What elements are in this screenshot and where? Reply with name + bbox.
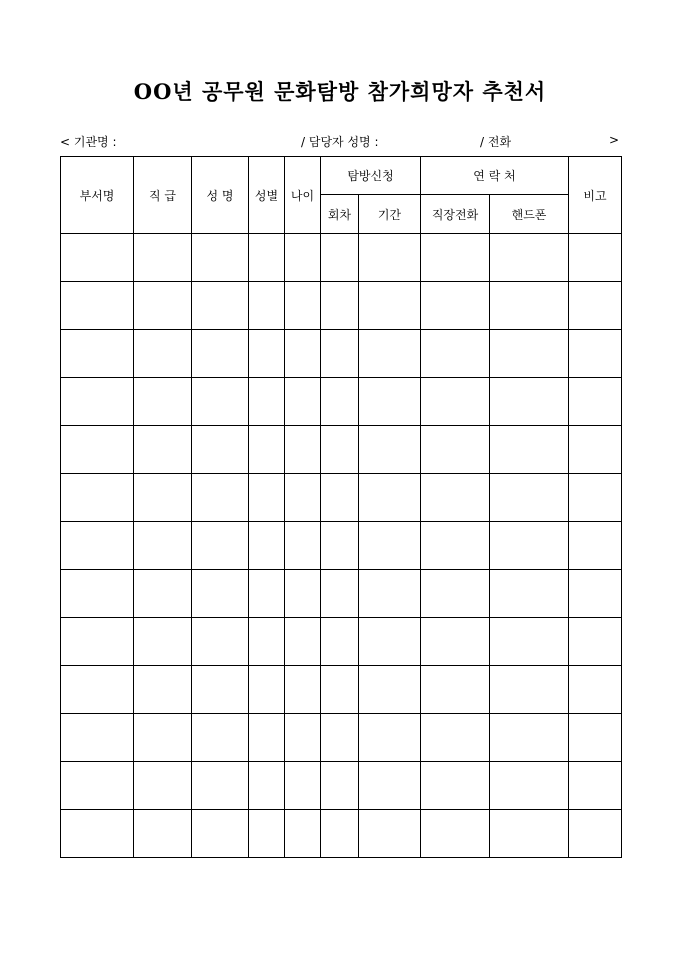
cell-age[interactable] xyxy=(285,666,321,714)
cell-gender[interactable] xyxy=(249,522,285,570)
cell-period[interactable] xyxy=(359,474,421,522)
cell-position[interactable] xyxy=(134,570,192,618)
cell-remarks[interactable] xyxy=(569,570,622,618)
cell-name[interactable] xyxy=(192,810,249,858)
recommendation-table xyxy=(60,156,622,858)
cell-gender[interactable] xyxy=(249,666,285,714)
cell-remarks[interactable] xyxy=(569,282,622,330)
cell-office-phone[interactable] xyxy=(421,330,490,378)
cell-age[interactable] xyxy=(285,426,321,474)
cell-name[interactable] xyxy=(192,234,249,282)
cell-remarks[interactable] xyxy=(569,666,622,714)
cell-session[interactable] xyxy=(321,474,359,522)
cell-department[interactable] xyxy=(61,234,134,282)
cell-office-phone[interactable] xyxy=(421,282,490,330)
cell-department[interactable] xyxy=(61,330,134,378)
cell-mobile[interactable] xyxy=(490,570,569,618)
cell-period[interactable] xyxy=(359,810,421,858)
cell-name[interactable] xyxy=(192,378,249,426)
cell-period[interactable] xyxy=(359,522,421,570)
cell-remarks[interactable] xyxy=(569,762,622,810)
header-gender: 성별 xyxy=(249,157,285,234)
cell-mobile[interactable] xyxy=(490,810,569,858)
cell-session[interactable] xyxy=(321,618,359,666)
cell-session[interactable] xyxy=(321,282,359,330)
cell-period[interactable] xyxy=(359,666,421,714)
cell-position[interactable] xyxy=(134,330,192,378)
cell-office-phone[interactable] xyxy=(421,714,490,762)
cell-session[interactable] xyxy=(321,762,359,810)
cell-gender[interactable] xyxy=(249,570,285,618)
cell-position[interactable] xyxy=(134,618,192,666)
cell-name[interactable] xyxy=(192,426,249,474)
cell-gender[interactable] xyxy=(249,426,285,474)
document-title: OO년 공무원 문화탐방 참가희망자 추천서 xyxy=(133,79,547,104)
cell-position[interactable] xyxy=(134,714,192,762)
table-row xyxy=(61,810,622,858)
cell-age[interactable] xyxy=(285,714,321,762)
cell-position[interactable] xyxy=(134,426,192,474)
cell-age[interactable] xyxy=(285,234,321,282)
cell-department[interactable] xyxy=(61,282,134,330)
cell-gender[interactable] xyxy=(249,762,285,810)
table-row xyxy=(61,522,622,570)
cell-mobile[interactable] xyxy=(490,426,569,474)
header-position: 직 급 xyxy=(134,157,192,234)
cell-gender[interactable] xyxy=(249,810,285,858)
cell-remarks[interactable] xyxy=(569,522,622,570)
cell-mobile[interactable] xyxy=(490,618,569,666)
cell-age[interactable] xyxy=(285,330,321,378)
header-mobile: 핸드폰 xyxy=(490,195,569,234)
cell-office-phone[interactable] xyxy=(421,474,490,522)
cell-age[interactable] xyxy=(285,474,321,522)
cell-department[interactable] xyxy=(61,714,134,762)
cell-remarks[interactable] xyxy=(569,378,622,426)
table-row xyxy=(61,234,622,282)
cell-department[interactable] xyxy=(61,618,134,666)
cell-position[interactable] xyxy=(134,666,192,714)
cell-department[interactable] xyxy=(61,522,134,570)
cell-remarks[interactable] xyxy=(569,474,622,522)
cell-gender[interactable] xyxy=(249,714,285,762)
cell-gender[interactable] xyxy=(249,378,285,426)
header-tour-application: 탐방신청 xyxy=(321,157,421,195)
cell-name[interactable] xyxy=(192,666,249,714)
table-row xyxy=(61,426,622,474)
header-name: 성 명 xyxy=(192,157,249,234)
cell-mobile[interactable] xyxy=(490,762,569,810)
cell-mobile[interactable] xyxy=(490,330,569,378)
cell-age[interactable] xyxy=(285,810,321,858)
cell-remarks[interactable] xyxy=(569,714,622,762)
cell-period[interactable] xyxy=(359,714,421,762)
header-remarks: 비고 xyxy=(569,157,622,234)
cell-period[interactable] xyxy=(359,234,421,282)
header-age: 나이 xyxy=(285,157,321,234)
cell-mobile[interactable] xyxy=(490,522,569,570)
cell-period[interactable] xyxy=(359,426,421,474)
cell-department[interactable] xyxy=(61,378,134,426)
table-row xyxy=(61,378,622,426)
header-session: 회차 xyxy=(321,195,359,234)
table-row xyxy=(61,762,622,810)
cell-period[interactable] xyxy=(359,618,421,666)
cell-session[interactable] xyxy=(321,330,359,378)
cell-name[interactable] xyxy=(192,330,249,378)
cell-position[interactable] xyxy=(134,378,192,426)
cell-remarks[interactable] xyxy=(569,618,622,666)
cell-remarks[interactable] xyxy=(569,234,622,282)
cell-office-phone[interactable] xyxy=(421,378,490,426)
cell-age[interactable] xyxy=(285,570,321,618)
manager-name-label: / 담당자 성명 : xyxy=(301,135,379,149)
cell-position[interactable] xyxy=(134,762,192,810)
phone-label: / 전화 xyxy=(480,135,512,149)
cell-office-phone[interactable] xyxy=(421,426,490,474)
cell-age[interactable] xyxy=(285,618,321,666)
cell-period[interactable] xyxy=(359,378,421,426)
cell-mobile[interactable] xyxy=(490,234,569,282)
table-row xyxy=(61,666,622,714)
closing-bracket: > xyxy=(609,133,620,147)
cell-name[interactable] xyxy=(192,618,249,666)
cell-remarks[interactable] xyxy=(569,330,622,378)
cell-session[interactable] xyxy=(321,234,359,282)
table-row xyxy=(61,570,622,618)
cell-name[interactable] xyxy=(192,522,249,570)
cell-mobile[interactable] xyxy=(490,282,569,330)
cell-mobile[interactable] xyxy=(490,714,569,762)
cell-department[interactable] xyxy=(61,666,134,714)
cell-age[interactable] xyxy=(285,378,321,426)
cell-period[interactable] xyxy=(359,330,421,378)
cell-office-phone[interactable] xyxy=(421,762,490,810)
cell-name[interactable] xyxy=(192,282,249,330)
cell-mobile[interactable] xyxy=(490,474,569,522)
table-row xyxy=(61,474,622,522)
cell-office-phone[interactable] xyxy=(421,522,490,570)
cell-position[interactable] xyxy=(134,810,192,858)
cell-mobile[interactable] xyxy=(490,666,569,714)
cell-session[interactable] xyxy=(321,378,359,426)
header-office-phone: 직장전화 xyxy=(421,195,490,234)
cell-office-phone[interactable] xyxy=(421,618,490,666)
cell-gender[interactable] xyxy=(249,234,285,282)
header-period: 기간 xyxy=(359,195,421,234)
cell-period[interactable] xyxy=(359,762,421,810)
cell-gender[interactable] xyxy=(249,474,285,522)
cell-office-phone[interactable] xyxy=(421,570,490,618)
cell-office-phone[interactable] xyxy=(421,234,490,282)
header-contact: 연 락 처 xyxy=(421,157,569,195)
table-row xyxy=(61,282,622,330)
cell-gender[interactable] xyxy=(249,330,285,378)
cell-session[interactable] xyxy=(321,570,359,618)
cell-position[interactable] xyxy=(134,234,192,282)
cell-session[interactable] xyxy=(321,810,359,858)
table-row xyxy=(61,330,622,378)
cell-office-phone[interactable] xyxy=(421,666,490,714)
cell-remarks[interactable] xyxy=(569,426,622,474)
cell-age[interactable] xyxy=(285,762,321,810)
cell-session[interactable] xyxy=(321,666,359,714)
cell-gender[interactable] xyxy=(249,282,285,330)
cell-name[interactable] xyxy=(192,474,249,522)
cell-remarks[interactable] xyxy=(569,810,622,858)
cell-session[interactable] xyxy=(321,714,359,762)
cell-name[interactable] xyxy=(192,570,249,618)
cell-department[interactable] xyxy=(61,474,134,522)
cell-position[interactable] xyxy=(134,522,192,570)
table-row xyxy=(61,714,622,762)
cell-age[interactable] xyxy=(285,282,321,330)
cell-mobile[interactable] xyxy=(490,378,569,426)
cell-session[interactable] xyxy=(321,426,359,474)
cell-position[interactable] xyxy=(134,474,192,522)
cell-department[interactable] xyxy=(61,426,134,474)
cell-name[interactable] xyxy=(192,714,249,762)
agency-label: < 기관명 : xyxy=(60,135,117,149)
cell-period[interactable] xyxy=(359,282,421,330)
table-body xyxy=(61,234,622,858)
cell-position[interactable] xyxy=(134,282,192,330)
cell-gender[interactable] xyxy=(249,618,285,666)
cell-name[interactable] xyxy=(192,762,249,810)
header-department: 부서명 xyxy=(61,157,134,234)
cell-department[interactable] xyxy=(61,810,134,858)
cell-period[interactable] xyxy=(359,570,421,618)
table-row xyxy=(61,618,622,666)
cell-session[interactable] xyxy=(321,522,359,570)
cell-office-phone[interactable] xyxy=(421,810,490,858)
cell-age[interactable] xyxy=(285,522,321,570)
cell-department[interactable] xyxy=(61,762,134,810)
cell-department[interactable] xyxy=(61,570,134,618)
